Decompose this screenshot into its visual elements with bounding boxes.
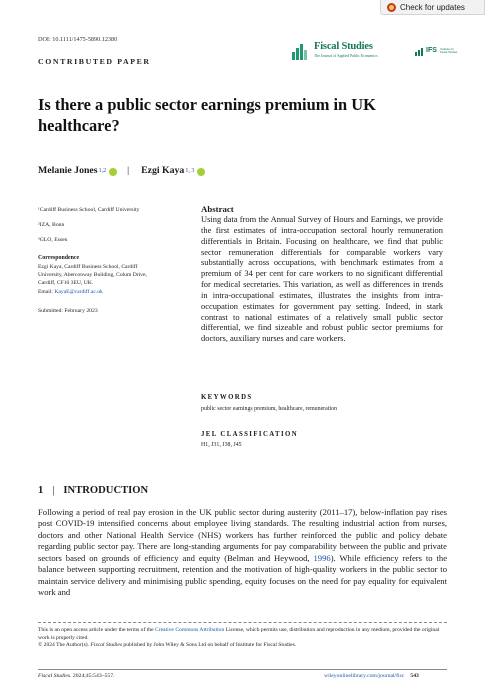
affiliation: ¹Cardiff Business School, Cardiff University [38, 207, 140, 213]
footnote-divider [38, 622, 447, 623]
license-footnote [38, 627, 447, 650]
license-link[interactable]: Creative Commons Attribution [154, 627, 225, 633]
correspondence-line: Cardiff, CF10 3EU, UK. [38, 280, 94, 287]
footer-citation [38, 673, 114, 679]
fiscal-studies-mark-icon [292, 44, 308, 60]
section-heading [38, 485, 148, 496]
section-separator: | [52, 485, 55, 496]
copyright-journal: Fiscal Studies [90, 642, 123, 649]
email-link[interactable]: KayaE@cardiff.ac.uk [54, 288, 103, 295]
update-badge-icon [387, 3, 396, 12]
copyright-line [38, 642, 447, 650]
footer-divider [38, 669, 447, 670]
license-text: This is an open access article under the terms of the [38, 627, 155, 633]
jel-codes: H1, J31, J38, J45 [201, 442, 242, 448]
copyright-text: © 2024 The Author(s). [38, 642, 91, 649]
author-affiliation-marker: 1, 3 [185, 167, 195, 174]
abstract-text: Using data from the Annual Survey of Hours and Earnings, we provide the first estimates of intra-occupation sectoral hourly remuneration differentials in Britain. Focusing on healthcare, we find that public sector remuneration differentials for comparable workers vary substantially across occupations, with benchmark estimates from a premium of 34 per cent for care workers to no significant differential for medical secretaries. This variation, as well as differences in trends in intra-occupational estimates, illustrates the insights from intra-occupation estimates for government pay setting. Indeed, in stark contrast to national estimates of a relatively small public sector differential, we find sizeable and robust public sector premiums for doctors, auxiliary nurses and care workers. [201, 214, 443, 344]
author-list [38, 165, 211, 176]
correspondence-email-line [38, 288, 198, 296]
abstract-heading: Abstract [201, 204, 234, 214]
email-label: Email: [38, 288, 55, 295]
intro-text: Following a period of real pay erosion in the UK public sector during austerity (2011–17), below-inflation pay rises post COVID-19 intensified concerns about employee living standards. The resulting industrial action from nurses, doctors and other National Health Service (NHS) workers has further reinforced the public and policy debate regarding public sector pay. There are long-standing arguments for pay comparability between the public and private sectors based on grounds of efficiency and equity (Belman and Heywood, [38, 507, 447, 563]
affiliation: ³GLO, Essen [38, 237, 68, 243]
copyright-text-continued: published by John Wiley & Sons Ltd on behalf of Institute for Fiscal Studies. [122, 642, 297, 649]
intro-paragraph [38, 507, 447, 599]
license-line [38, 627, 447, 642]
license-text-continued: License, which permits use, distribution and reproduction in any medium, provided the original work is properly cited. [38, 627, 440, 641]
ifs-bars-icon [415, 48, 424, 56]
page-number: 543 [410, 673, 419, 679]
author-separator: | [127, 165, 130, 176]
correspondence-line: Ezgi Kaya, Cardiff Business School, Cardiff [38, 264, 138, 270]
correspondence-heading: Correspondence [38, 255, 80, 261]
submitted-date: Submitted: February 2023 [38, 308, 98, 314]
check-for-updates-label: Check for updates [400, 2, 465, 12]
doi: DOI: 10.1111/1475-5890.12380 [38, 36, 118, 43]
footer-volume: . 2024;45:543–557. [70, 673, 115, 679]
article-title: Is there a public sector earnings premium in UK healthcare? [38, 95, 376, 135]
correspondence-block [38, 263, 198, 296]
affiliation: ²IZA, Bonn [38, 222, 65, 228]
section-title: INTRODUCTION [63, 485, 149, 496]
footer-journal: Fiscal Studies [38, 673, 71, 679]
section-number: 1 [38, 485, 44, 496]
check-for-updates-button[interactable] [380, 0, 485, 15]
intro-text-continued: ). While efficiency refers to the balance between supporting recruitment, retention and the motivation of high-quality workers in the public sector to maintain service delivery and minimising public spending, equity focuses on the need for pay equality for equivalent work and [38, 552, 448, 598]
citation-link[interactable]: 1996 [313, 552, 331, 563]
fiscal-studies-logo [292, 41, 410, 63]
publisher-subtitle: Institute for Fiscal Studies [440, 47, 458, 55]
publisher-name: IFS [426, 47, 437, 54]
author-name[interactable]: Melanie Jones [38, 165, 98, 176]
keywords-text: public sector earnings premium, healthcare, remuneration [201, 406, 337, 412]
orcid-icon[interactable] [197, 168, 205, 176]
orcid-icon[interactable] [109, 168, 117, 176]
footer-right [324, 673, 419, 679]
journal-name: Fiscal Studies [314, 41, 373, 52]
author-affiliation-marker: 1,2 [98, 167, 107, 174]
journal-tagline: The Journal of Applied Public Economics [314, 54, 378, 58]
correspondence-line: University, Aberconway Building, Colum Drive, [38, 272, 147, 279]
jel-heading: JEL CLASSIFICATION [201, 431, 299, 438]
keywords-heading: KEYWORDS [201, 394, 253, 401]
journal-url-link[interactable]: wileyonlinelibrary.com/journal/fisc [324, 673, 405, 679]
article-type: CONTRIBUTED PAPER [38, 57, 151, 66]
ifs-logo [415, 46, 459, 60]
author-name[interactable]: Ezgi Kaya [141, 165, 185, 176]
